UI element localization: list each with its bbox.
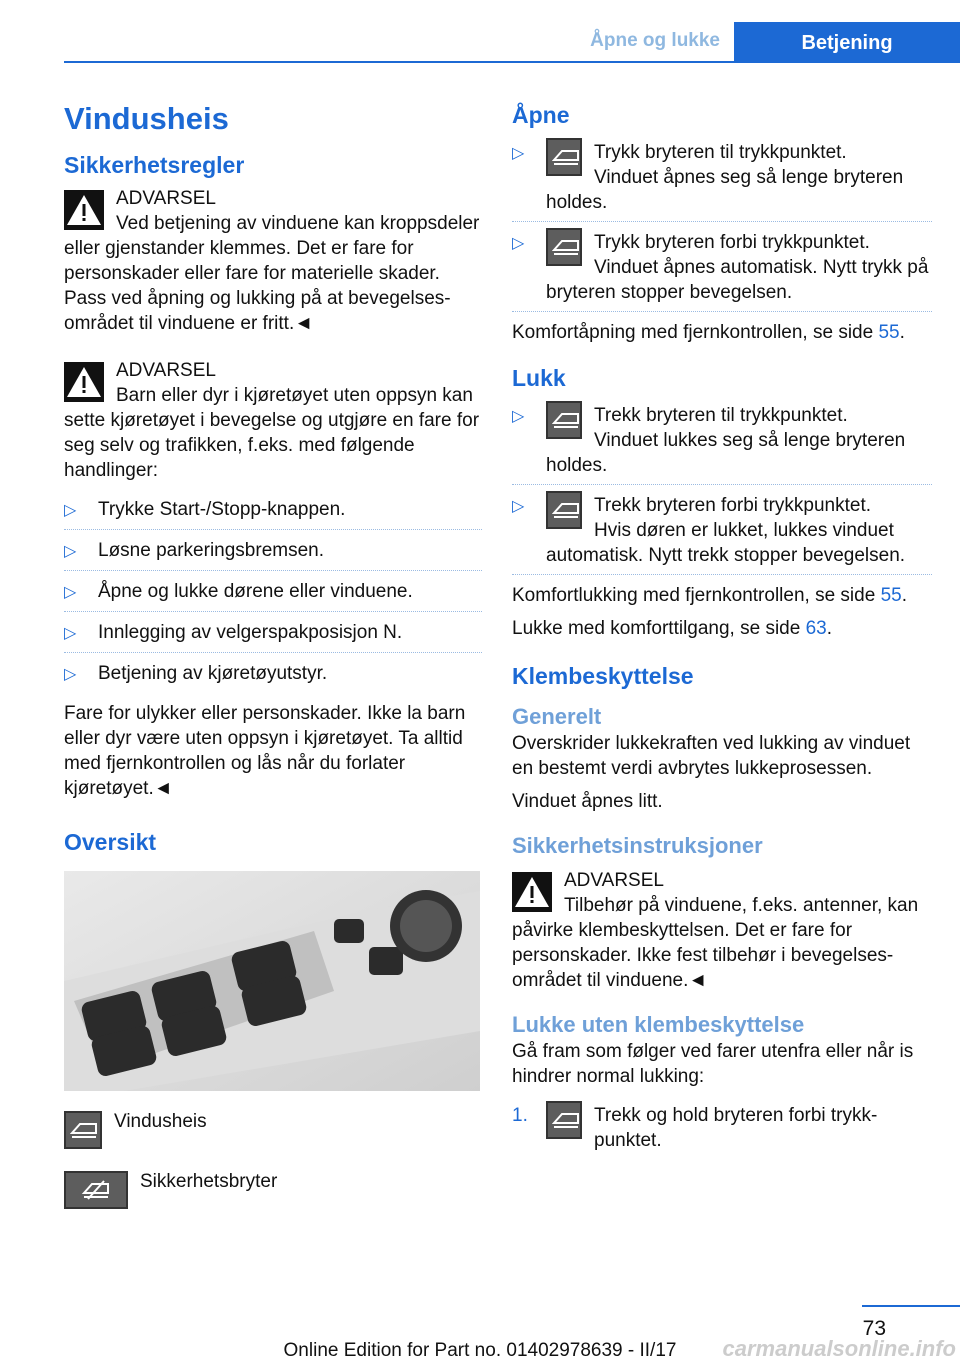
section-title: Åpne og lukke bbox=[590, 30, 720, 51]
list-item: ▷ Trekk bryteren til trykkpunktet. Vinduet lukkes seg så lenge bryteren holdes. bbox=[512, 403, 932, 485]
warning-block bbox=[512, 868, 932, 993]
list-item: 1. Trekk og hold bryteren forbi trykkpunktet. bbox=[512, 1103, 932, 1153]
legend-window-switch bbox=[64, 1111, 482, 1151]
safety-instructions-heading: Sikkerhetsinstruksjoner bbox=[512, 833, 763, 858]
overview-heading: Oversikt bbox=[64, 829, 157, 855]
no-pinch-text: Gå fram som følger ved farer utenfra eller når is hindrer normal lukking: bbox=[512, 1041, 914, 1087]
safety-heading: Sikkerhetsregler bbox=[64, 152, 245, 178]
warning-label: ADVARSEL bbox=[564, 870, 664, 891]
safety-switch-icon bbox=[64, 1171, 128, 1209]
open-steps bbox=[512, 140, 932, 312]
list-item: ▷ Åpne og lukke dørene eller vinduene. bbox=[64, 579, 482, 612]
warning-block bbox=[64, 358, 482, 483]
warning-icon bbox=[64, 190, 104, 230]
window-switch-photo bbox=[64, 871, 480, 1091]
chapter-tab: Betjening bbox=[734, 22, 960, 62]
header-rule bbox=[64, 61, 960, 63]
page-link[interactable]: 55 bbox=[880, 585, 902, 606]
comfort-open-text: Komfortåpning med fjernkontrollen, se side 55. bbox=[512, 322, 905, 343]
triangle-bullet-icon: ▷ bbox=[64, 543, 77, 560]
pinch-heading: Klembeskyttelse bbox=[512, 663, 694, 689]
window-switch-icon bbox=[546, 401, 582, 439]
triangle-bullet-icon: ▷ bbox=[512, 145, 525, 162]
warning-block bbox=[64, 186, 482, 336]
list-item: ▷ Trekk bryteren forbi trykkpunktet. Hvis døren er lukket, lukkes vinduet automatisk. Nytt trekk stopper bevegelsen. bbox=[512, 493, 932, 575]
warning-text: Barn eller dyr i kjøretøyet uten oppsyn kan sette kjøretøyet i bevegelse og utgjøre en fare for seg selv og trafikken, f.eks. med følgende handlinger: bbox=[64, 385, 480, 481]
window-switch-icon bbox=[546, 1101, 582, 1139]
window-switch-icon bbox=[546, 228, 582, 266]
triangle-bullet-icon: ▷ bbox=[64, 584, 77, 601]
step-number: 1. bbox=[512, 1105, 528, 1126]
actions-list bbox=[64, 497, 482, 693]
footer-rule bbox=[862, 1305, 960, 1307]
warning-continuation: Fare for ulykker eller personskader. Ikke la barn eller dyr være uten oppsyn i kjøretøyet. Ta alltid med fjernkontrollen og lås når du forlater kjøretøyet.◄ bbox=[64, 703, 466, 799]
page-link[interactable]: 63 bbox=[805, 618, 827, 639]
triangle-bullet-icon: ▷ bbox=[512, 498, 525, 515]
warning-label: ADVARSEL bbox=[116, 188, 216, 209]
close-steps bbox=[512, 403, 932, 575]
edition-footer: Online Edition for Part no. 01402978639 - II/17 bbox=[283, 1340, 677, 1361]
close-heading: Lukk bbox=[512, 365, 566, 391]
right-column bbox=[512, 100, 932, 1153]
comfort-access-text: Lukke med komforttilgang, se side 63. bbox=[512, 618, 833, 639]
no-pinch-heading: Lukke uten klembeskyttelse bbox=[512, 1012, 805, 1037]
triangle-bullet-icon: ▷ bbox=[64, 666, 77, 683]
warning-icon bbox=[64, 362, 104, 402]
left-column bbox=[64, 100, 482, 1231]
list-item: ▷ Trykk bryteren til trykkpunktet. Vinduet åpnes seg så lenge bryteren holdes. bbox=[512, 140, 932, 222]
warning-text: Ved betjening av vinduene kan kroppsdeler eller gjenstander klemmes. Det er fare for personskader eller fare for materielle skader. Pass ved åpning og lukking på at bevegelsesområdet til vinduene er fritt.◄ bbox=[64, 213, 480, 334]
triangle-bullet-icon: ▷ bbox=[64, 502, 77, 519]
window-switch-icon bbox=[546, 138, 582, 176]
triangle-bullet-icon: ▷ bbox=[512, 408, 525, 425]
legend-label: Sikkerhetsbryter bbox=[140, 1171, 278, 1192]
general-heading: Generelt bbox=[512, 704, 602, 729]
open-heading: Åpne bbox=[512, 102, 570, 128]
window-switch-icon bbox=[546, 491, 582, 529]
page-link[interactable]: 55 bbox=[878, 322, 900, 343]
warning-text: Tilbehør på vinduene, f.eks. antenner, kan påvirke klembeskyttelsen. Det er fare for personskader. Ikke fest tilbehør i bevegelsesområdet til vinduene.◄ bbox=[512, 895, 919, 991]
list-item: ▷ Trykke Start-/Stopp-knappen. bbox=[64, 497, 482, 530]
watermark: carmanualsonline.info bbox=[722, 1336, 956, 1361]
comfort-close-text: Komfortlukking med fjernkontrollen, se side 55. bbox=[512, 585, 907, 606]
general-text-2: Vinduet åpnes litt. bbox=[512, 791, 663, 812]
list-item: ▷ Trykk bryteren forbi trykkpunktet. Vinduet åpnes automatisk. Nytt trykk på bryteren stopper bevegelsen. bbox=[512, 230, 932, 312]
general-text: Overskrider lukkekraften ved lukking av vinduet en bestemt verdi avbrytes lukkeprosessen. bbox=[512, 733, 911, 779]
window-switch-icon bbox=[64, 1111, 102, 1149]
warning-icon bbox=[512, 872, 552, 912]
page-title: Vindusheis bbox=[64, 101, 229, 136]
page-header bbox=[0, 0, 960, 62]
triangle-bullet-icon: ▷ bbox=[512, 235, 525, 252]
list-item: ▷ Innlegging av velgerspakposisjon N. bbox=[64, 620, 482, 653]
list-item: ▷ Løsne parkeringsbremsen. bbox=[64, 538, 482, 571]
warning-label: ADVARSEL bbox=[116, 360, 216, 381]
triangle-bullet-icon: ▷ bbox=[64, 625, 77, 642]
page-number: 73 bbox=[862, 1317, 886, 1340]
list-item: ▷ Betjening av kjøretøyutstyr. bbox=[64, 661, 482, 693]
legend-safety-switch bbox=[64, 1171, 482, 1211]
steps-list bbox=[512, 1103, 932, 1153]
legend-label: Vindusheis bbox=[114, 1111, 207, 1132]
